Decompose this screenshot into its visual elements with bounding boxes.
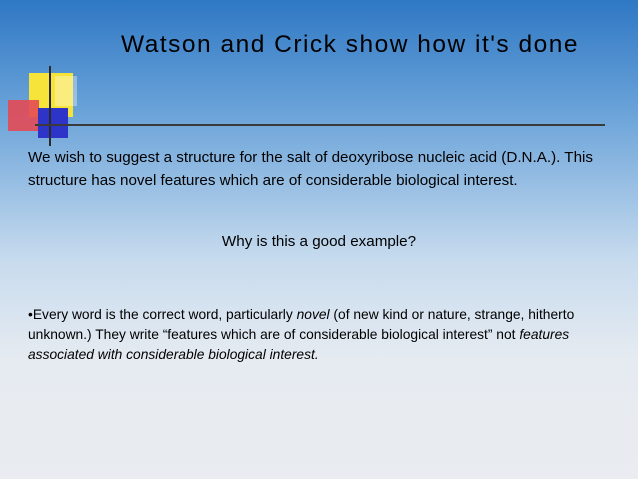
decorative-pale-square: [55, 76, 77, 106]
decorative-blue-square: [38, 108, 68, 138]
question-text: Why is this a good example?: [221, 233, 417, 250]
bullet-italic-novel: novel: [296, 307, 330, 322]
bullet-marker: •: [28, 307, 33, 322]
bullet-text-1: Every word is the correct word, particularly: [32, 307, 297, 322]
title-divider-line: [35, 124, 605, 126]
decorative-vertical-line: [49, 66, 51, 146]
bullet-item: [28, 305, 628, 365]
slide-title: Watson and Crick show how it's done: [121, 31, 579, 58]
decorative-red-square: [8, 100, 39, 131]
bullet-italic-phrase: features associated with considerable biological interest.: [28, 327, 570, 362]
body-paragraph: We wish to suggest a structure for the salt of deoxyribose nucleic acid (D.N.A.). This structure has novel features which are of considerable biological interest.: [28, 149, 593, 189]
bullet-text-2: (of new kind or nature, strange, hitherto unknown.) They write “features which are of considerable biological interest” not: [28, 307, 575, 342]
